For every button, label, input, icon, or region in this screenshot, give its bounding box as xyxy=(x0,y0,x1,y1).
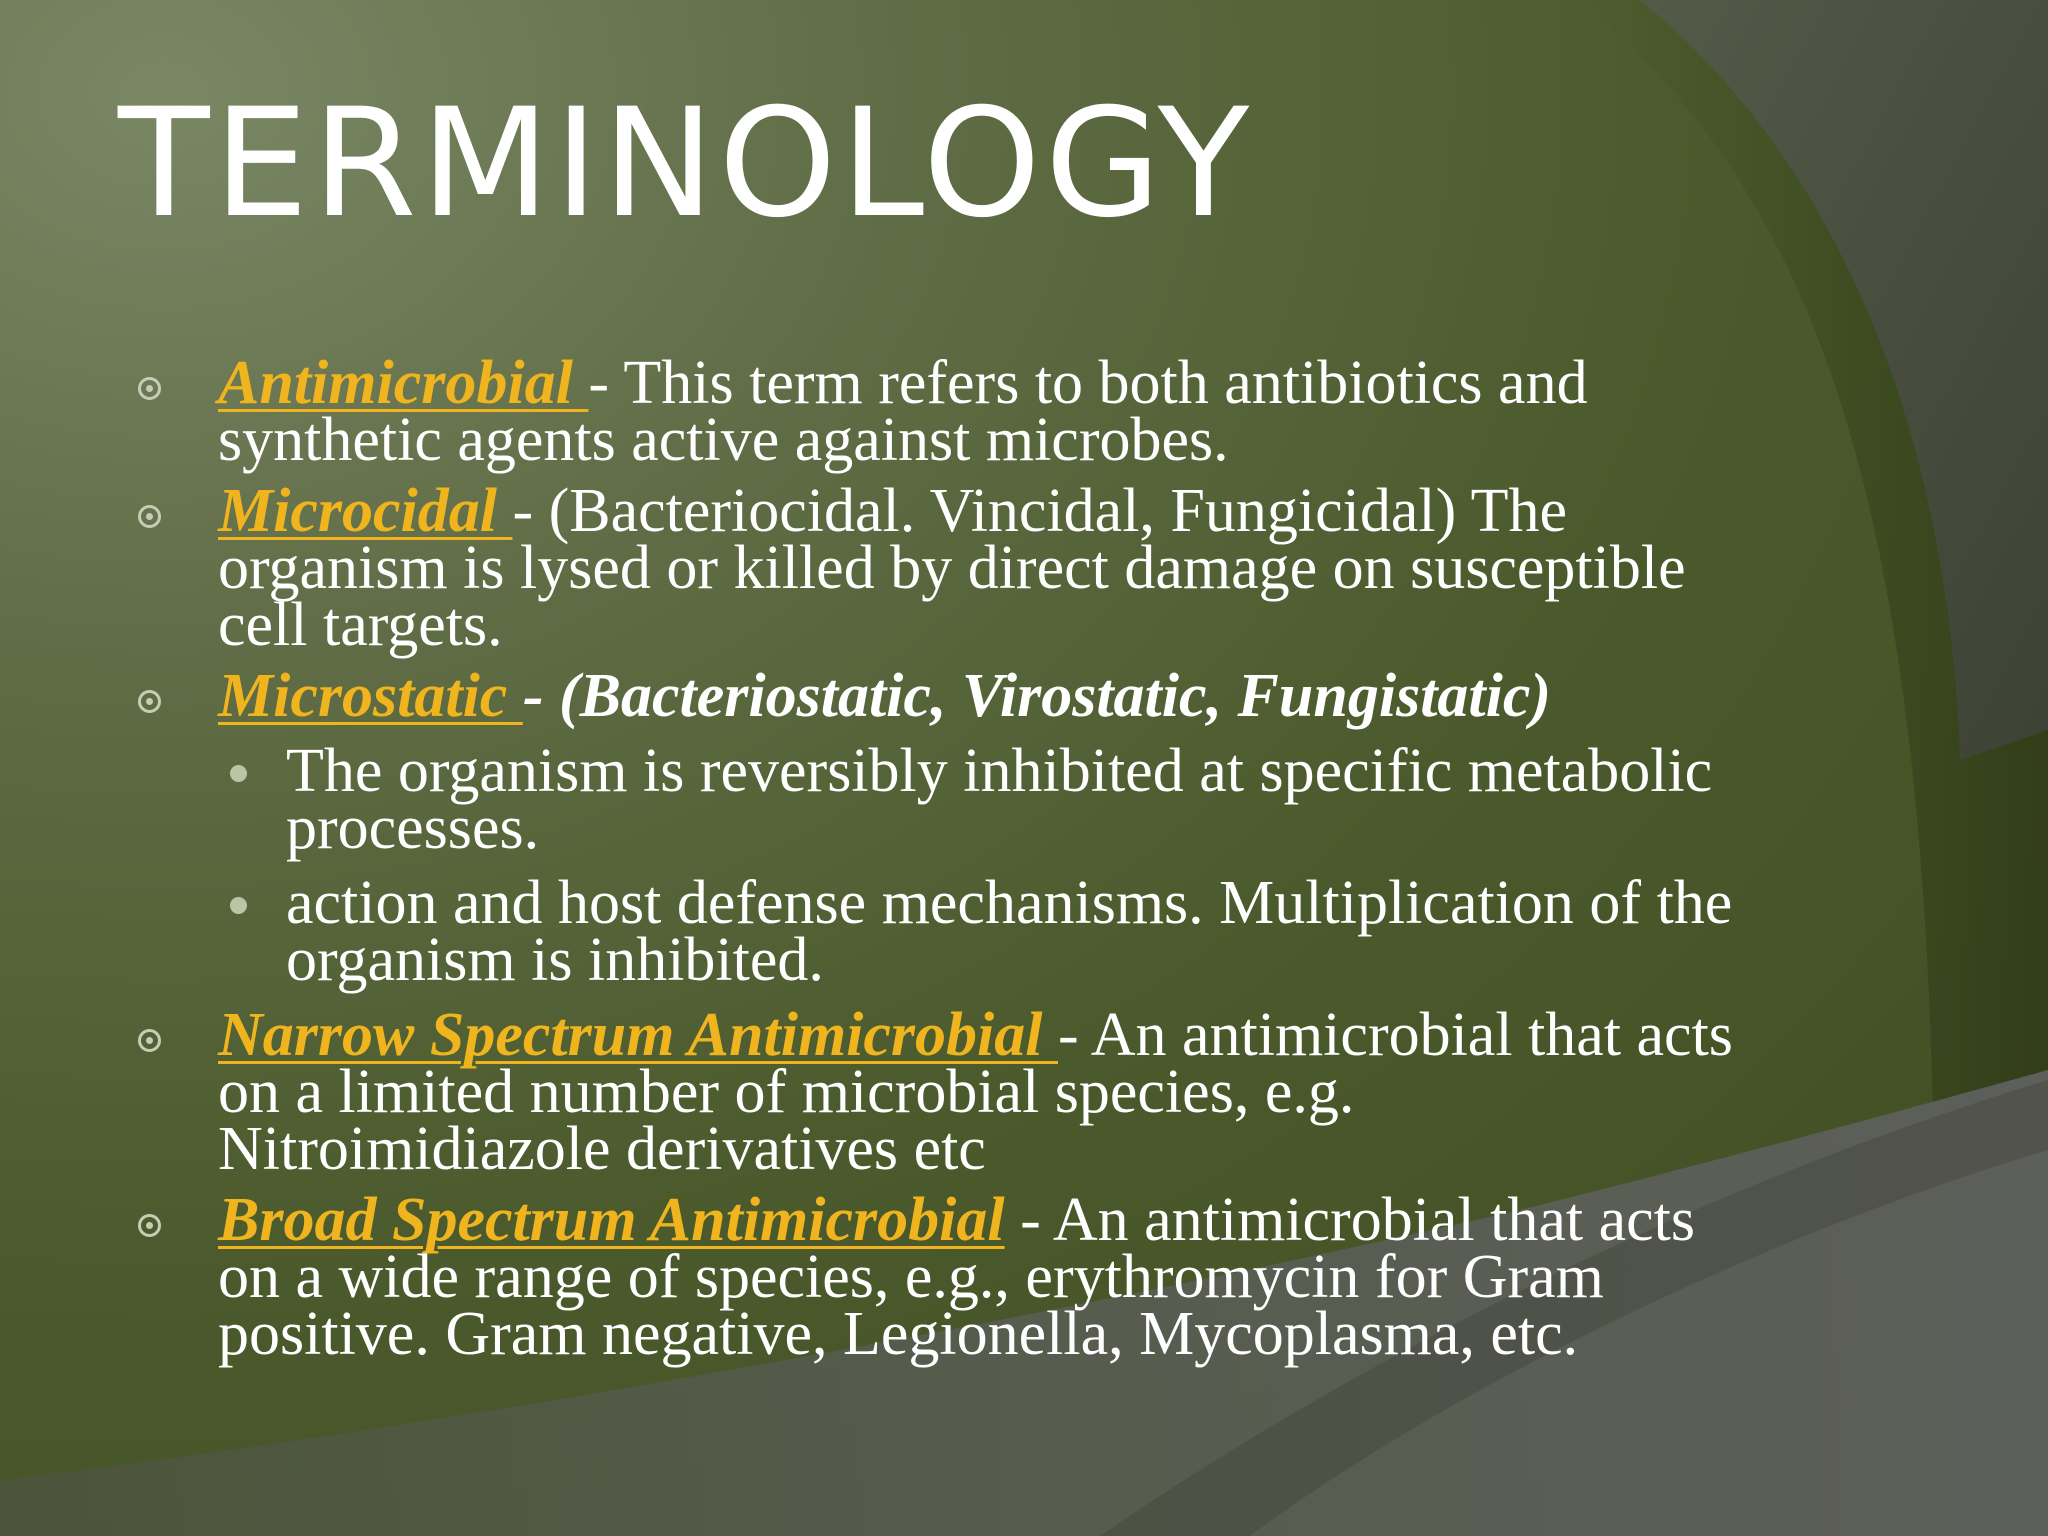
term-description: - This term refers to both antibiotics and synthetic agents active against microbes. xyxy=(218,349,1588,474)
slide-title: TERMINOLOGY xyxy=(118,77,1254,251)
item-text xyxy=(218,1186,1760,1368)
ring-bullet-icon xyxy=(138,690,161,713)
item-text xyxy=(218,477,1760,659)
sub-list-item xyxy=(218,869,1760,994)
terminology-list xyxy=(130,349,1760,1377)
list-item xyxy=(130,349,1760,474)
item-text xyxy=(218,1001,1760,1183)
dot-bullet-icon xyxy=(230,765,247,782)
term-narrow-spectrum: Narrow Spectrum Antimicrobial xyxy=(218,1001,1058,1069)
sub-list xyxy=(218,737,1760,994)
term-microstatic: Microstatic xyxy=(218,662,523,730)
term-description: - An antimicrobial that acts on a wide range of species, e.g., erythromycin for Gram positive. Gram negative, Legionella, Mycoplasma, etc. xyxy=(218,1186,1696,1368)
item-text xyxy=(218,349,1760,474)
ring-bullet-icon xyxy=(138,1029,161,1052)
list-item xyxy=(130,1001,1760,1183)
item-text xyxy=(218,662,1760,730)
ring-bullet-icon xyxy=(138,505,161,528)
sub-list-item xyxy=(218,737,1760,862)
ring-bullet-icon xyxy=(138,377,161,400)
term-microcidal: Microcidal xyxy=(218,477,513,545)
term-antimicrobial: Antimicrobial xyxy=(218,349,589,417)
term-description: - An antimicrobial that acts on a limited number of microbial species, e.g. Nitroimidiazole derivatives etc xyxy=(218,1001,1733,1183)
list-item xyxy=(130,477,1760,659)
sub-item-text: action and host defense mechanisms. Multiplication of the organism is inhibited. xyxy=(286,869,1733,994)
list-item xyxy=(130,1186,1760,1368)
dot-bullet-icon xyxy=(230,897,247,914)
list-item xyxy=(130,662,1760,994)
sub-item-text: The organism is reversibly inhibited at specific metabolic processes. xyxy=(286,737,1713,862)
term-broad-spectrum: Broad Spectrum Antimicrobial xyxy=(218,1186,1005,1254)
term-description: - (Bacteriocidal. Vincidal, Fungicidal) The organism is lysed or killed by direct damage on susceptible cell targets. xyxy=(218,477,1686,659)
ring-bullet-icon xyxy=(138,1214,161,1237)
term-description: - (Bacteriostatic, Virostatic, Fungistatic) xyxy=(522,662,1552,730)
